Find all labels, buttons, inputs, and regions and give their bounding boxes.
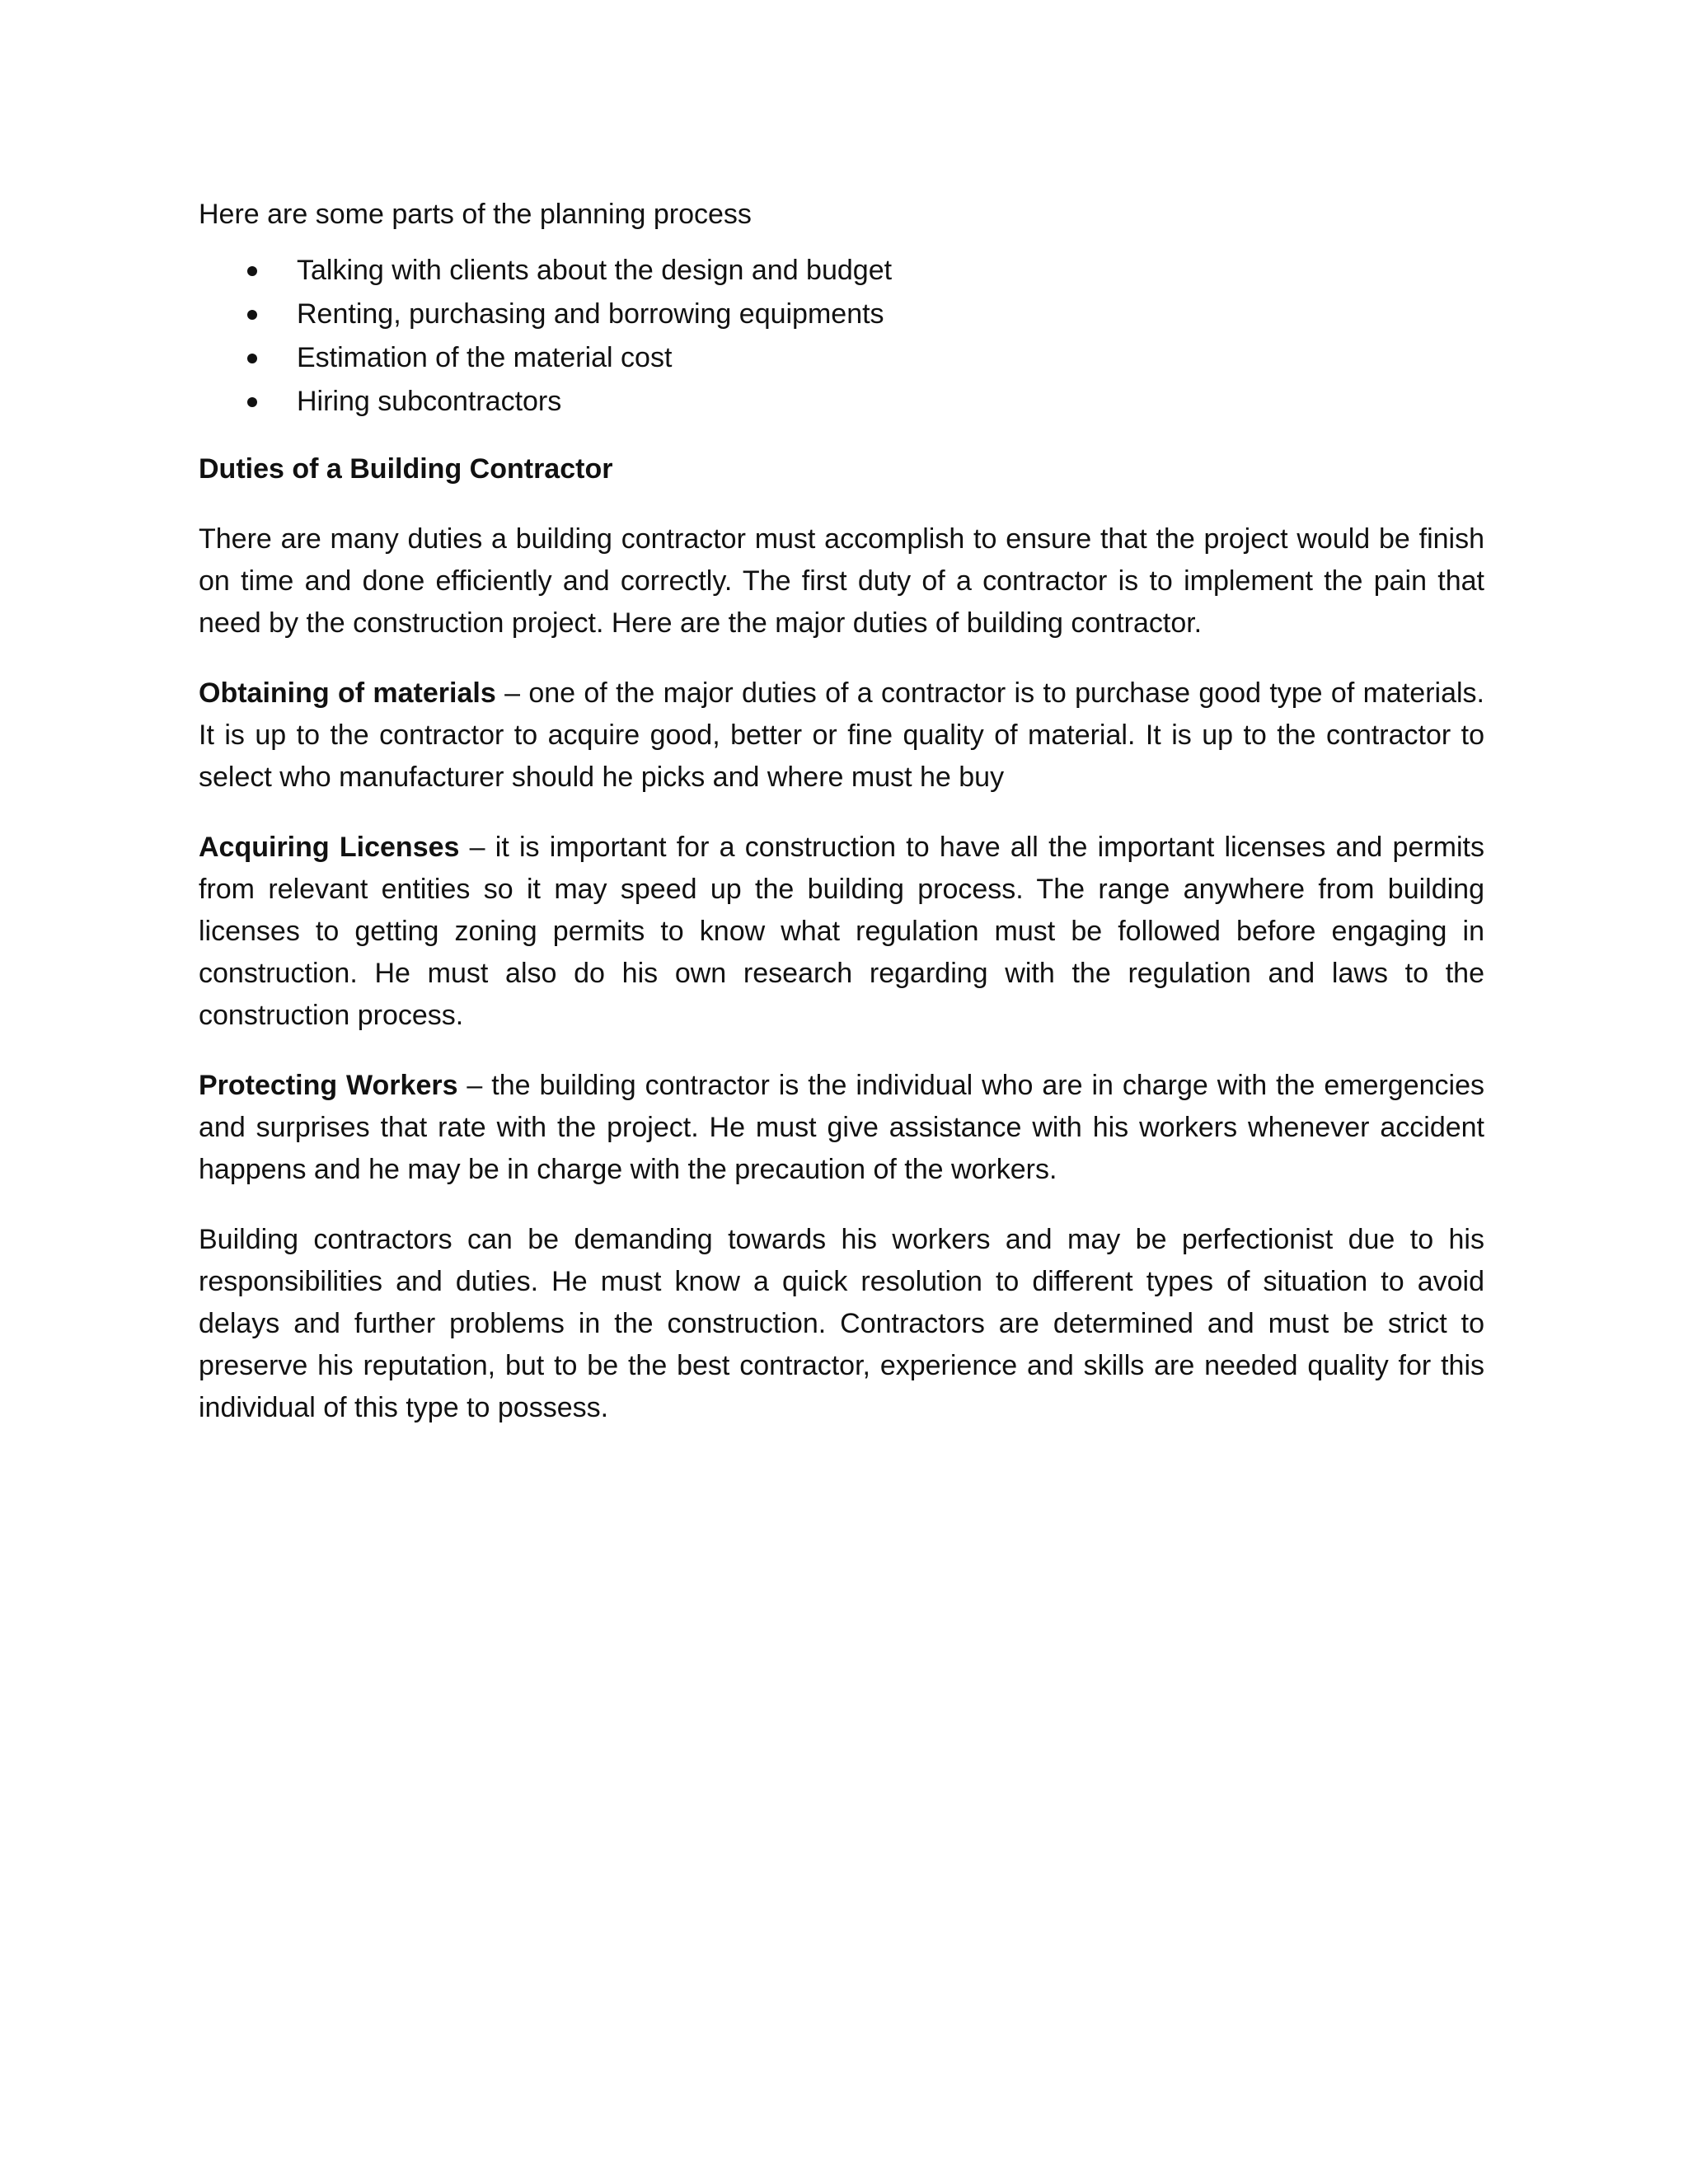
section-heading: Duties of a Building Contractor (199, 453, 613, 485)
intro-text: Here are some parts of the planning process (199, 199, 752, 230)
duties-paragraph: There are many duties a building contractor must accomplish to ensure that the project would be finish on time and done efficiently and correctly. The first duty of a contractor is to implement the pain that need by the construction project. Here are the major duties of building contractor. (199, 523, 1484, 639)
materials-lead: Obtaining of materials (199, 677, 496, 709)
bullet-icon (247, 354, 257, 363)
workers-paragraph (199, 1065, 1484, 1191)
list-item (199, 380, 1484, 424)
list-item (199, 336, 1484, 380)
closing-paragraph: Building contractors can be demanding towards his workers and may be perfectionist due to his responsibilities and duties. He must know a quick resolution to different types of situation to avoid delays and further problems in the construction. Contractors are determined and must be strict to preserve his reputation, but to be the best contractor, experience and skills are needed quality for this individual of this type to possess. (199, 1224, 1484, 1423)
document-body (199, 194, 1484, 1457)
planning-list (199, 249, 1484, 424)
workers-lead: Protecting Workers (199, 1070, 458, 1101)
bullet-icon (247, 310, 257, 320)
bullet-icon (247, 266, 257, 276)
list-item (199, 293, 1484, 336)
licenses-text: – it is important for a construction to have all the important licenses and permits from relevant entities so it may speed up the building process. The range anywhere from building licenses to getting zoning permits to know what regulation must be followed before engaging in construction. He must also do his own research regarding with the regulation and laws to the construction process. (199, 832, 1484, 1031)
workers-text: – the building contractor is the individual who are in charge with the emergencies and surprises that rate with the project. He must give assistance with his workers whenever accident happens and he may be in charge with the precaution of the workers. (199, 1070, 1484, 1185)
list-item-text: Estimation of the material cost (297, 342, 673, 373)
bullet-icon (247, 397, 257, 407)
list-item-text: Talking with clients about the design and budget (297, 255, 893, 286)
materials-paragraph (199, 673, 1484, 799)
materials-text: – one of the major duties of a contractor is to purchase good type of materials. It is up to the contractor to acquire good, better or fine quality of material. It is up to the contractor to select who manufacturer should he picks and where must he buy (199, 677, 1484, 793)
list-item (199, 249, 1484, 293)
licenses-paragraph (199, 827, 1484, 1037)
list-item-text: Hiring subcontractors (297, 386, 562, 417)
list-item-text: Renting, purchasing and borrowing equipments (297, 298, 884, 330)
licenses-lead: Acquiring Licenses (199, 832, 460, 863)
